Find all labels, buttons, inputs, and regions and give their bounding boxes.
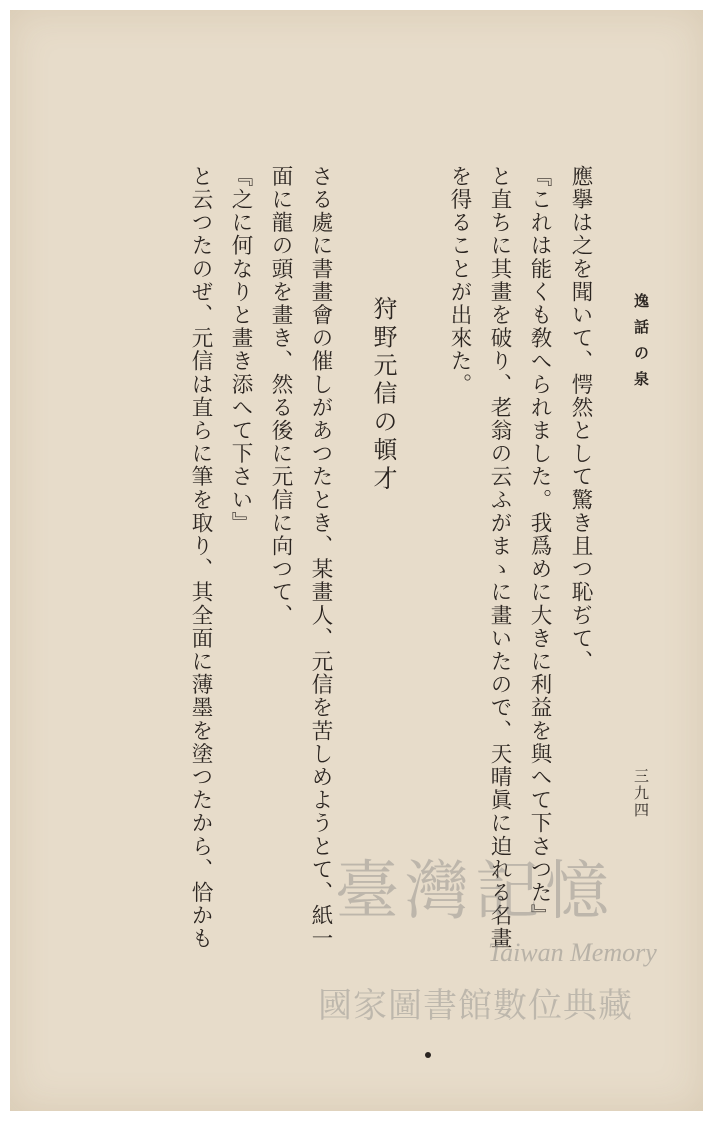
text-column-6: 面に龍の頭を畫き、然る後に元信に向つて、 xyxy=(268,165,293,627)
text-column-1: 應擧は之を聞いて、愕然として驚き且つ恥ぢて、 xyxy=(568,165,593,674)
text-column-7: 『之に何なりと畫き添へて下さい』 xyxy=(228,165,253,535)
watermark-library: 國家圖書館數位典藏 xyxy=(318,986,633,1026)
watermark-english: Taiwan Memory xyxy=(488,938,657,967)
text-column-8: と云つたのぜ、元信は直らに筆を取り、其全面に薄墨を塗つたから、恰かも xyxy=(188,165,213,951)
running-header-title: 逸話の泉 xyxy=(632,293,650,397)
text-column-4: を得ることが出來た。 xyxy=(447,165,472,396)
section-heading: 狩野元信の頓才 xyxy=(369,296,397,494)
text-column-3: と直ちに其畫を破り、老翁の云ふがまゝに畫いたので、天晴眞に迫れる名畫 xyxy=(487,165,512,951)
page-number: 三九四 xyxy=(632,768,650,819)
watermark-script: 臺灣記憶 xyxy=(335,855,615,929)
text-column-2: 『これは能くも敎へられました。我爲めに大きに利益を與へて下さつた』 xyxy=(527,165,552,928)
text-column-5: さる處に書畫會の催しがあつたとき、某畫人、元信を苦しめようとて、紙一 xyxy=(308,165,333,951)
page-mark-dot xyxy=(425,1052,431,1058)
